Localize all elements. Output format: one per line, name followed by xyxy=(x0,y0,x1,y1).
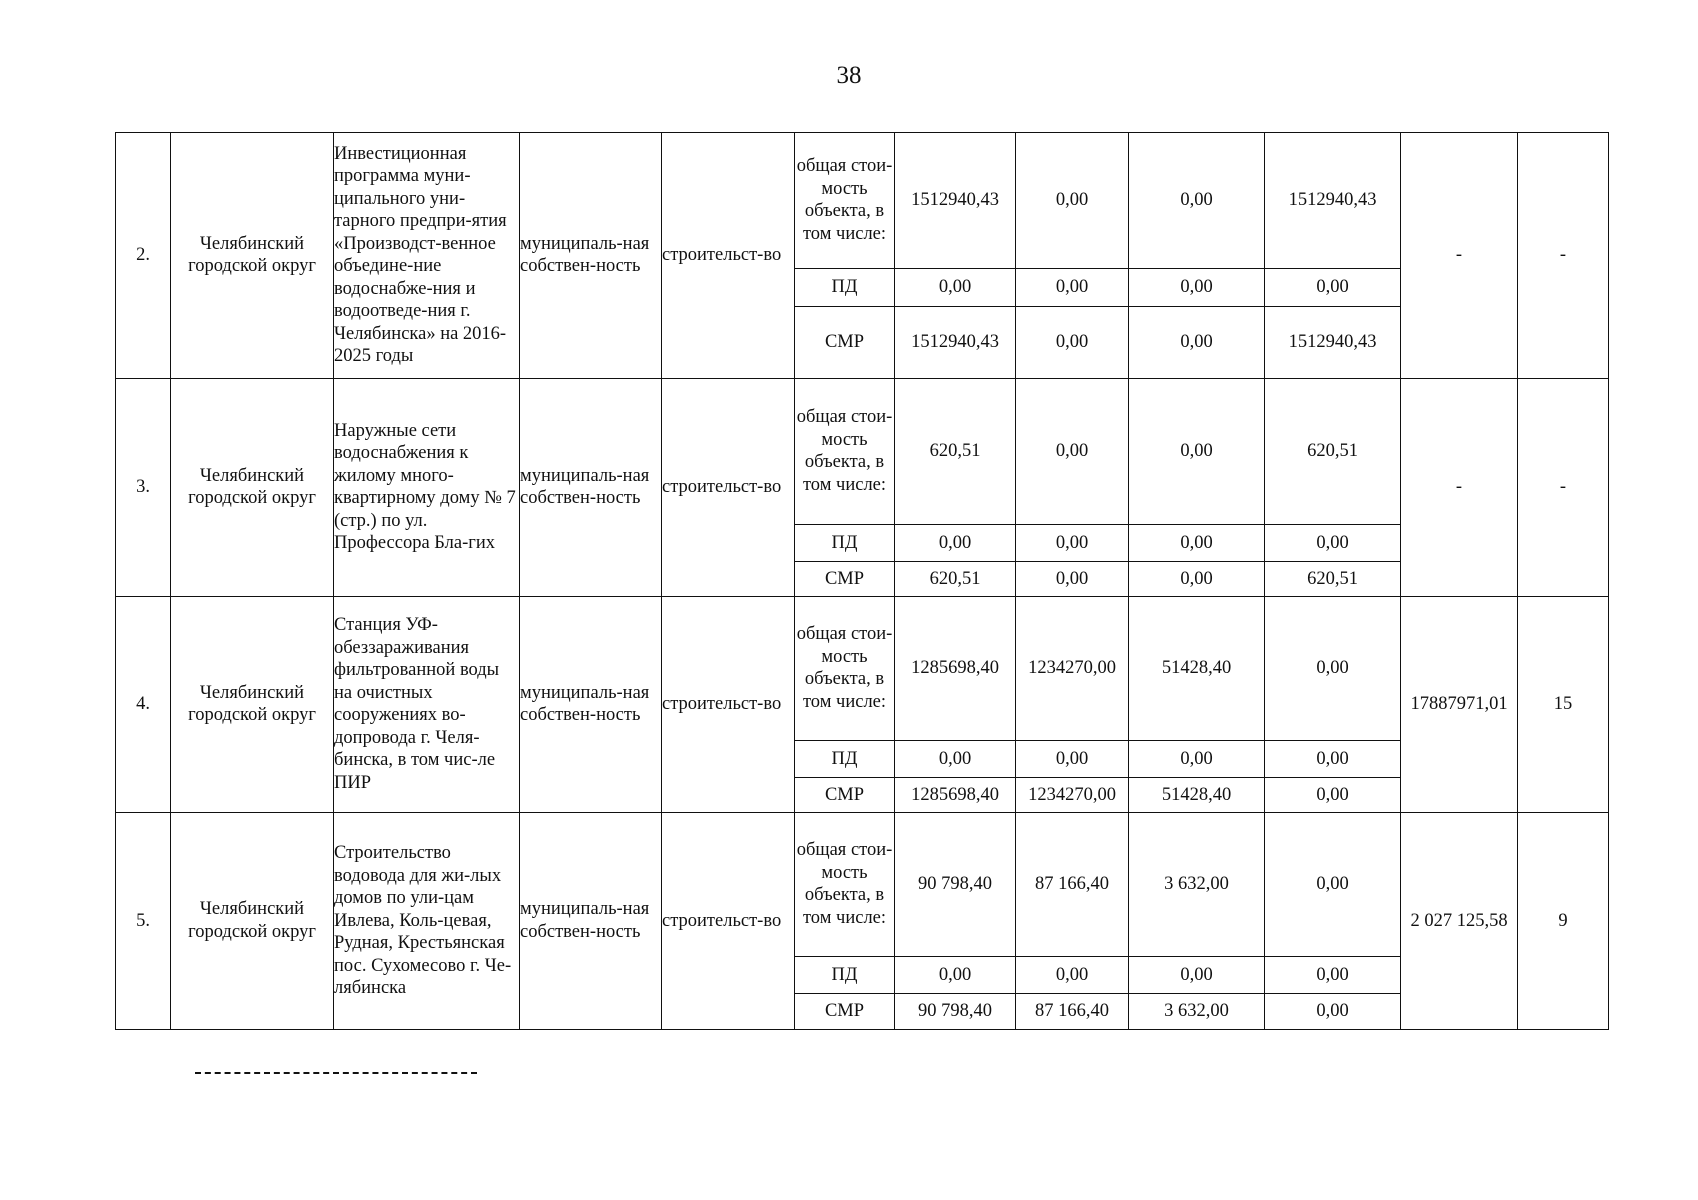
object-name-cell: Наружные сети водоснабжения к жилому много-квартирному дому № 7 (стр.) по ул. Профессора Бла-гих xyxy=(334,378,520,596)
value-cell: 0,00 xyxy=(1016,378,1129,524)
row-number: 3. xyxy=(116,378,171,596)
value-cell: 0,00 xyxy=(1016,524,1129,562)
value-cell: 87 166,40 xyxy=(1016,812,1129,956)
value-cell: 1512940,43 xyxy=(1265,133,1401,269)
value-cell: 3 632,00 xyxy=(1129,812,1265,956)
cost-label-cell: СМР xyxy=(795,562,895,597)
value-cell: 0,00 xyxy=(1265,740,1401,778)
total-cell: 17887971,01 xyxy=(1401,596,1518,812)
value-cell: 90 798,40 xyxy=(895,994,1016,1030)
value-cell: 0,00 xyxy=(1129,133,1265,269)
region-cell: Челябинский городской округ xyxy=(171,596,334,812)
value-cell: 1285698,40 xyxy=(895,778,1016,813)
value-cell: 0,00 xyxy=(1129,956,1265,994)
value-cell: 0,00 xyxy=(1265,994,1401,1030)
value-cell: 0,00 xyxy=(1129,562,1265,597)
page-number: 38 xyxy=(836,62,862,89)
region-cell: Челябинский городской округ xyxy=(171,378,334,596)
value-cell: 0,00 xyxy=(1016,956,1129,994)
table-row xyxy=(116,596,1609,740)
value-cell: 0,00 xyxy=(1016,306,1129,378)
count-cell: 15 xyxy=(1518,596,1609,812)
value-cell: 0,00 xyxy=(1129,268,1265,306)
value-cell: 0,00 xyxy=(1016,268,1129,306)
total-cell: - xyxy=(1401,378,1518,596)
count-cell: 9 xyxy=(1518,812,1609,1029)
value-cell: 0,00 xyxy=(1129,524,1265,562)
value-cell: 0,00 xyxy=(1265,956,1401,994)
value-cell: 1234270,00 xyxy=(1016,596,1129,740)
value-cell: 0,00 xyxy=(1265,778,1401,813)
value-cell: 1512940,43 xyxy=(1265,306,1401,378)
work-type-cell: строительст-во xyxy=(662,133,795,379)
value-cell: 51428,40 xyxy=(1129,596,1265,740)
table-row xyxy=(116,378,1609,524)
value-cell: 0,00 xyxy=(895,524,1016,562)
value-cell: 87 166,40 xyxy=(1016,994,1129,1030)
cost-label-cell: общая стои-мость объекта, в том числе: xyxy=(795,378,895,524)
objects-table xyxy=(115,132,1609,1030)
cost-label-cell: ПД xyxy=(795,956,895,994)
value-cell: 1512940,43 xyxy=(895,306,1016,378)
cost-label-cell: общая стои-мость объекта, в том числе: xyxy=(795,812,895,956)
value-cell: 620,51 xyxy=(1265,562,1401,597)
cost-label-cell: ПД xyxy=(795,740,895,778)
object-name-cell: Станция УФ-обеззараживания фильтрованной воды на очистных сооружениях во-допровода г. Челя-бинска, в том чис-ле ПИР xyxy=(334,596,520,812)
value-cell: 51428,40 xyxy=(1129,778,1265,813)
cost-label-cell: СМР xyxy=(795,306,895,378)
object-name-cell: Строительство водовода для жи-лых домов по ули-цам Ивлева, Коль-цевая, Рудная, Крестьянская пос. Сухомесово г. Че-лябинска xyxy=(334,812,520,1029)
count-cell: - xyxy=(1518,133,1609,379)
cost-label-cell: ПД xyxy=(795,524,895,562)
work-type-cell: строительст-во xyxy=(662,812,795,1029)
table-row xyxy=(116,812,1609,956)
value-cell: 0,00 xyxy=(1016,740,1129,778)
value-cell: 0,00 xyxy=(895,740,1016,778)
total-cell: - xyxy=(1401,133,1518,379)
cost-label-cell: общая стои-мость объекта, в том числе: xyxy=(795,133,895,269)
value-cell: 620,51 xyxy=(895,562,1016,597)
cost-label-cell: ПД xyxy=(795,268,895,306)
cost-label-cell: СМР xyxy=(795,994,895,1030)
total-cell: 2 027 125,58 xyxy=(1401,812,1518,1029)
ownership-cell: муниципаль-ная собствен-ность xyxy=(520,812,662,1029)
footer-dashed-rule xyxy=(195,1072,477,1074)
value-cell: 0,00 xyxy=(1265,596,1401,740)
value-cell: 0,00 xyxy=(1016,562,1129,597)
row-number: 4. xyxy=(116,596,171,812)
region-cell: Челябинский городской округ xyxy=(171,133,334,379)
value-cell: 1512940,43 xyxy=(895,133,1016,269)
ownership-cell: муниципаль-ная собствен-ность xyxy=(520,596,662,812)
region-cell: Челябинский городской округ xyxy=(171,812,334,1029)
work-type-cell: строительст-во xyxy=(662,378,795,596)
value-cell: 0,00 xyxy=(1129,740,1265,778)
value-cell: 0,00 xyxy=(1265,524,1401,562)
cost-label-cell: СМР xyxy=(795,778,895,813)
ownership-cell: муниципаль-ная собствен-ность xyxy=(520,378,662,596)
value-cell: 0,00 xyxy=(1265,812,1401,956)
value-cell: 620,51 xyxy=(895,378,1016,524)
value-cell: 0,00 xyxy=(895,956,1016,994)
row-number: 2. xyxy=(116,133,171,379)
object-name-cell: Инвестиционная программа муни-ципального уни-тарного предпри-ятия «Производст-венное объедине-ние водоснабже-ния и водоотведе-ния г. Челябинска» на 2016-2025 годы xyxy=(334,133,520,379)
value-cell: 90 798,40 xyxy=(895,812,1016,956)
value-cell: 0,00 xyxy=(1265,268,1401,306)
value-cell: 620,51 xyxy=(1265,378,1401,524)
table-row xyxy=(116,133,1609,269)
cost-label-cell: общая стои-мость объекта, в том числе: xyxy=(795,596,895,740)
value-cell: 1234270,00 xyxy=(1016,778,1129,813)
ownership-cell: муниципаль-ная собствен-ность xyxy=(520,133,662,379)
value-cell: 1285698,40 xyxy=(895,596,1016,740)
value-cell: 0,00 xyxy=(1129,306,1265,378)
value-cell: 0,00 xyxy=(1016,133,1129,269)
value-cell: 0,00 xyxy=(895,268,1016,306)
value-cell: 3 632,00 xyxy=(1129,994,1265,1030)
work-type-cell: строительст-во xyxy=(662,596,795,812)
row-number: 5. xyxy=(116,812,171,1029)
count-cell: - xyxy=(1518,378,1609,596)
value-cell: 0,00 xyxy=(1129,378,1265,524)
